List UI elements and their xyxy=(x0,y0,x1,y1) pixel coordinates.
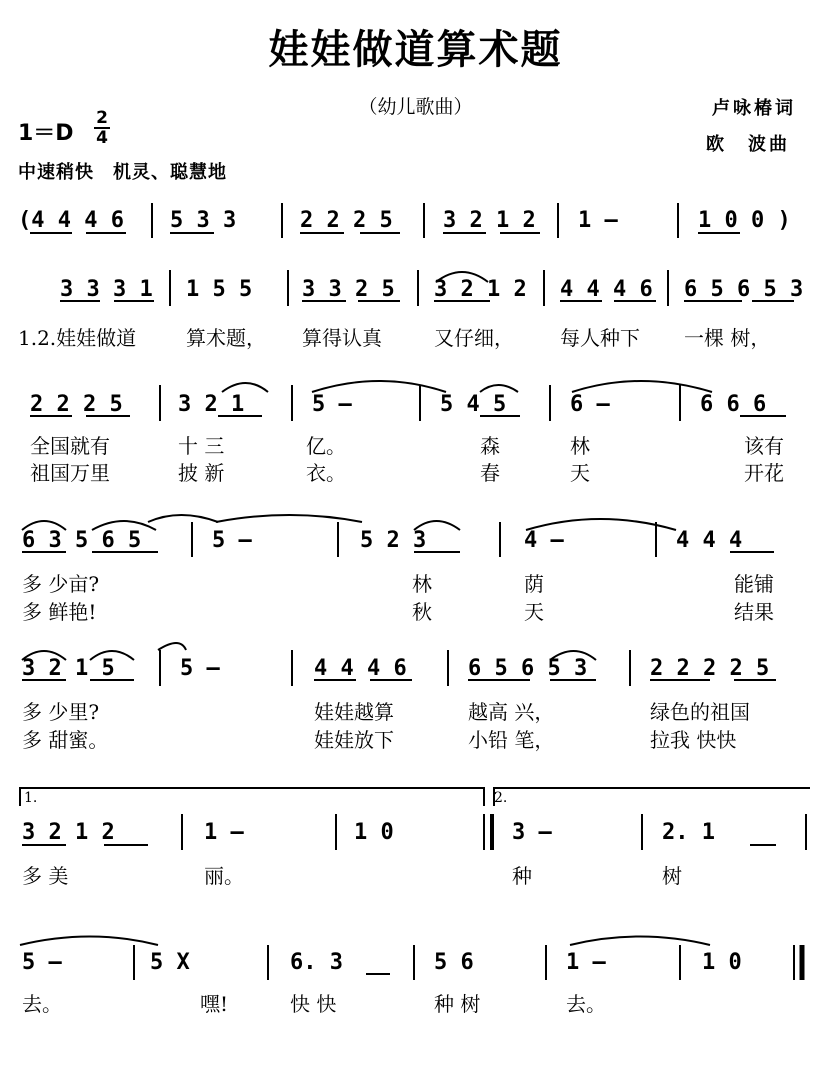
row2-lyric1-2: 十 三 xyxy=(178,434,225,458)
row4-lyric2-4: 小铅 笔， xyxy=(468,728,555,752)
row3-lyric2-4: 天 xyxy=(524,600,544,624)
row4-bar-2: 5 – xyxy=(180,656,220,681)
row4-lyric2-3: 娃娃放下 xyxy=(314,728,394,752)
intro-bar-4: 3 2 1 2 xyxy=(443,208,536,233)
row6-bar-6: 1 0 xyxy=(702,950,742,975)
row2-lyric1-5: 林 xyxy=(570,434,590,458)
volta-1-label: 1. xyxy=(24,790,38,806)
row3-lyric2-5: 结果 xyxy=(734,600,774,624)
row2-lyric1-1: 全国就有 xyxy=(30,434,110,458)
row2-lyric1-4: 森 xyxy=(480,434,500,458)
row1-lyric-4: 又仔细， xyxy=(434,326,514,350)
tempo-marking: 中速稍快 机灵、聪慧地 xyxy=(18,162,227,183)
row6-lyric-5: 去。 xyxy=(566,992,606,1016)
row1-lyric-6: 一棵 树， xyxy=(684,326,771,350)
row5-lyric-1: 多 美 xyxy=(22,864,69,888)
song-subtitle: （幼儿歌曲） xyxy=(358,96,473,118)
row4-lyric1-4: 越高 兴， xyxy=(468,700,555,724)
row4-lyric2-1: 多 甜蜜。 xyxy=(22,728,109,752)
row3-bar-5: 4 4 4 xyxy=(676,528,743,553)
row6-bar-5: 1 – xyxy=(566,950,606,975)
row6-bar-4: 5 6 xyxy=(434,950,474,975)
row1-bar-2: 1 5 5 xyxy=(186,277,253,302)
row6-bar-3: 6. 3 xyxy=(290,950,343,975)
row1-bar-5: 4 4 4 6 xyxy=(560,277,653,302)
row6-lyric-2: 嘿! xyxy=(200,992,229,1016)
intro-bar-2: 5 3 3 xyxy=(170,208,237,233)
row5-bar-2: 1 – xyxy=(204,820,244,845)
row3-lyric1-4: 荫 xyxy=(524,572,544,596)
row3-lyric1-1: 多 少亩? xyxy=(22,572,100,596)
row5-lyric-2: 丽。 xyxy=(204,864,244,888)
intro-bar-3: 2 2 2 5 xyxy=(300,208,393,233)
row1-bar-4: 3 2 1 2 xyxy=(434,277,527,302)
row4-lyric1-3: 娃娃越算 xyxy=(314,700,394,724)
row3-lyric2-1: 多 鲜艳! xyxy=(22,600,97,624)
time-signature-bottom: 4 xyxy=(96,128,108,148)
row2-bar-5: 6 – xyxy=(570,392,610,417)
composer-credit: 欧 波曲 xyxy=(706,134,790,155)
row2-lyric2-1: 祖国万里 xyxy=(30,461,110,485)
song-title: 娃娃做道算术题 xyxy=(268,26,563,73)
time-signature-top: 2 xyxy=(96,108,108,128)
volta-2-label: 2. xyxy=(494,790,508,806)
row4-lyric1-5: 绿色的祖国 xyxy=(650,700,750,724)
row4-bar-3: 4 4 4 6 xyxy=(314,656,407,681)
row1-bar-1: 3 3 3 1 xyxy=(60,277,153,302)
row5-bar-3: 1 0 xyxy=(354,820,394,845)
row2-bar-4: 5 4 5 xyxy=(440,392,507,417)
key-signature: 1＝D xyxy=(18,121,74,146)
row3-bar-1: 6 3 5 6 5 xyxy=(22,528,142,553)
row6-lyric-1: 去。 xyxy=(22,992,62,1016)
row1-bar-3: 3 3 2 5 xyxy=(302,277,395,302)
intro-bar-5: 1 – xyxy=(578,208,618,233)
row2-lyric2-6: 开花 xyxy=(744,461,784,485)
row6-lyric-3: 快 快 xyxy=(290,992,337,1016)
row5-bar-1: 3 2 1 2 xyxy=(22,820,115,845)
row1-bar-6: 6 5 6 5 3 xyxy=(684,277,804,302)
row4-bar-1: 3 2 1 5 xyxy=(22,656,115,681)
row5-lyric-4: 种 xyxy=(512,864,532,888)
intro-bar-6: 1 0 0 ) xyxy=(698,208,791,233)
row3-bar-4: 4 – xyxy=(524,528,564,553)
row2-bar-2: 3 2 1 xyxy=(178,392,245,417)
row3-bar-2: 5 – xyxy=(212,528,252,553)
row3-bar-3: 5 2 3 xyxy=(360,528,427,553)
row1-lyric-5: 每人种下 xyxy=(560,326,640,350)
row1-lyric-2: 算术题， xyxy=(186,326,266,350)
row6-bar-2: 5 X xyxy=(150,950,190,975)
row4-lyric2-5: 拉我 快快 xyxy=(650,728,737,752)
row6-bar-1: 5 – xyxy=(22,950,62,975)
row2-lyric2-3: 衣。 xyxy=(306,461,346,485)
row4-bar-5: 2 2 2 2 5 xyxy=(650,656,770,681)
row2-lyric2-2: 披 新 xyxy=(178,461,225,485)
row5-lyric-5: 树 xyxy=(662,864,682,888)
row2-lyric2-5: 天 xyxy=(570,461,590,485)
intro-bar-1: (4 4 4 6 xyxy=(18,208,124,233)
row5-bar-4: 3 – xyxy=(512,820,552,845)
row3-lyric2-3: 秋 xyxy=(412,600,432,624)
row2-lyric1-6: 该有 xyxy=(744,434,784,458)
row3-lyric1-3: 林 xyxy=(412,572,432,596)
row2-bar-6: 6 6 6 xyxy=(700,392,767,417)
row2-bar-3: 5 – xyxy=(312,392,352,417)
row2-lyric2-4: 春 xyxy=(480,461,500,485)
row5-bar-5: 2. 1 xyxy=(662,820,715,845)
row1-lyric-3: 算得认真 xyxy=(302,326,382,350)
row4-bar-4: 6 5 6 5 3 xyxy=(468,656,588,681)
lyricist-credit: 卢咏椿词 xyxy=(712,98,796,119)
row4-lyric1-1: 多 少里? xyxy=(22,700,100,724)
row2-lyric1-3: 亿。 xyxy=(306,434,346,458)
row3-lyric1-5: 能铺 xyxy=(734,572,774,596)
row2-bar-1: 2 2 2 5 xyxy=(30,392,123,417)
row1-lyric-1: 1.2.娃娃做道 xyxy=(18,326,137,350)
row6-lyric-4: 种 树 xyxy=(434,992,481,1016)
